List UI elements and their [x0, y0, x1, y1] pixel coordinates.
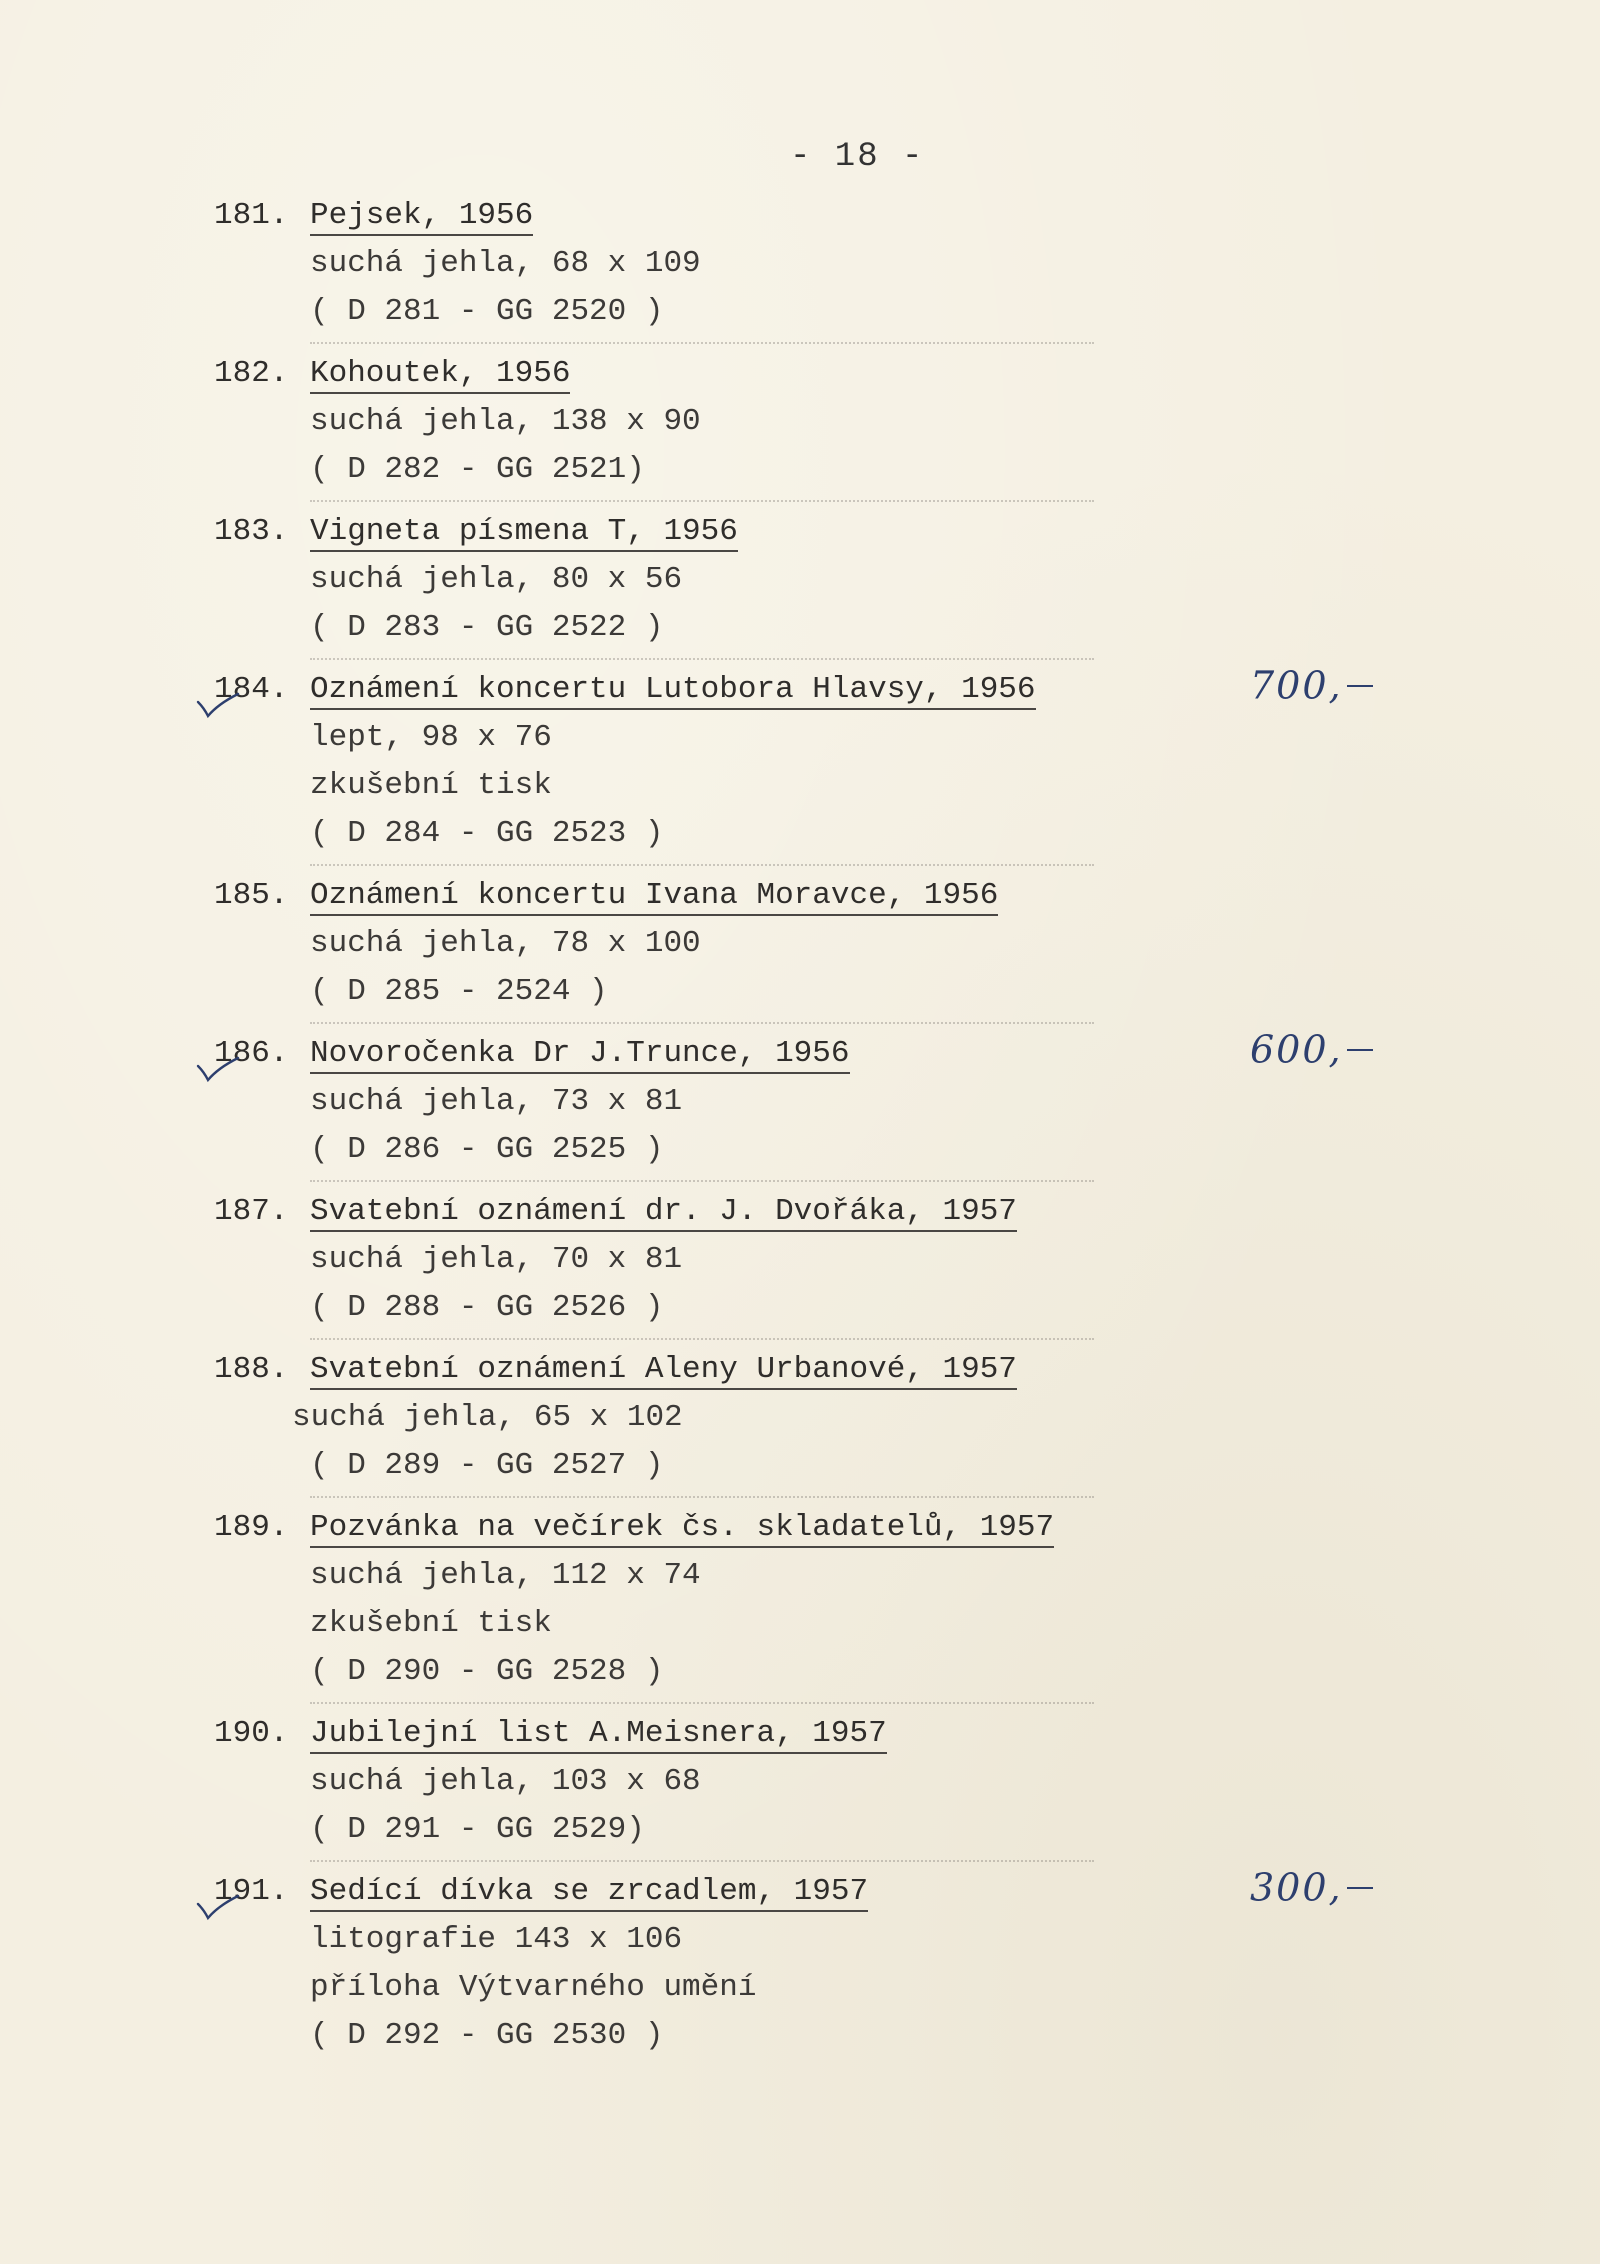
entry-detail-line: suchá jehla, 103 x 68: [310, 1764, 701, 1799]
entry-title: Kohoutek, 1956: [310, 356, 570, 394]
dotted-separator: [310, 1180, 1094, 1182]
entry-number: 186.: [214, 1036, 289, 1071]
dotted-separator: [310, 864, 1094, 866]
catalog-entry: [214, 192, 1364, 336]
entry-detail-line: ( D 282 - GG 2521): [310, 452, 645, 487]
entry-heading: [214, 1504, 1364, 1552]
dotted-separator: [310, 1496, 1094, 1498]
entry-detail-line: ( D 283 - GG 2522 ): [310, 610, 664, 645]
entry-detail-line: zkušební tisk: [310, 768, 552, 803]
entry-detail-line: suchá jehla, 112 x 74: [310, 1558, 701, 1593]
entry-heading: [214, 508, 1364, 556]
entry-heading: [214, 350, 1364, 398]
dotted-separator: [310, 1022, 1094, 1024]
entry-title: Svatební oznámení dr. J. Dvořáka, 1957: [310, 1194, 1017, 1232]
catalog-entry: [214, 1865, 1364, 2060]
entry-detail-line: ( D 285 - 2524 ): [310, 974, 608, 1009]
entry-heading: [214, 872, 1364, 920]
price-dash: [1347, 685, 1373, 687]
entry-detail-line: ( D 289 - GG 2527 ): [310, 1448, 664, 1483]
entry-detail-line: suchá jehla, 68 x 109: [310, 246, 701, 281]
entry-title: Novoročenka Dr J.Trunce, 1956: [310, 1036, 850, 1074]
catalog-entry: [214, 1027, 1364, 1174]
entry-number: 184.: [214, 672, 289, 707]
entry-heading: [214, 1346, 1364, 1394]
entry-heading: [214, 1027, 1364, 1078]
handwritten-price: [1250, 660, 1373, 708]
price-value: 300,: [1250, 1865, 1343, 1910]
entry-title: Oznámení koncertu Lutobora Hlavsy, 1956: [310, 672, 1036, 710]
catalog-entry: [214, 663, 1364, 858]
entry-number: 181.: [214, 198, 289, 233]
checkmark-icon: [196, 1044, 240, 1084]
entry-detail-line: ( D 281 - GG 2520 ): [310, 294, 664, 329]
dotted-separator: [310, 1860, 1094, 1862]
entry-title: Sedící dívka se zrcadlem, 1957: [310, 1874, 868, 1912]
catalog-entry: [214, 1504, 1364, 1696]
price-value: 700,: [1250, 663, 1343, 708]
entry-detail-line: suchá jehla, 138 x 90: [310, 404, 701, 439]
catalog-entry: [214, 508, 1364, 652]
price-dash: [1347, 1049, 1373, 1051]
entry-detail-line: příloha Výtvarného umění: [310, 1970, 757, 2005]
entry-detail-line: lept, 98 x 76: [310, 720, 552, 755]
catalog-entry: [214, 350, 1364, 494]
entry-title: Oznámení koncertu Ivana Moravce, 1956: [310, 878, 998, 916]
entry-number: 185.: [214, 878, 289, 913]
entry-number: 188.: [214, 1352, 289, 1387]
entry-detail-line: suchá jehla, 80 x 56: [310, 562, 683, 597]
dotted-separator: [310, 658, 1094, 660]
price-value: 600,: [1250, 1027, 1343, 1072]
price-dash: [1347, 1887, 1373, 1889]
entry-detail-line: suchá jehla, 70 x 81: [310, 1242, 683, 1277]
catalog-entries: [214, 192, 1364, 2060]
entry-number: 187.: [214, 1194, 289, 1229]
checkmark-icon: [196, 680, 240, 720]
entry-number: 182.: [214, 356, 289, 391]
dotted-separator: [310, 500, 1094, 502]
entry-heading: [214, 192, 1364, 240]
entry-detail-line: ( D 286 - GG 2525 ): [310, 1132, 664, 1167]
catalog-entry: [214, 1710, 1364, 1854]
entry-heading: [214, 663, 1364, 714]
entry-title: Pejsek, 1956: [310, 198, 533, 236]
catalog-entry: [214, 872, 1364, 1016]
entry-number: 183.: [214, 514, 289, 549]
dotted-separator: [310, 1338, 1094, 1340]
entry-detail-line: ( D 292 - GG 2530 ): [310, 2018, 664, 2053]
entry-heading: [214, 1710, 1364, 1758]
entry-heading: [214, 1188, 1364, 1236]
entry-detail-line: ( D 290 - GG 2528 ): [310, 1654, 664, 1689]
entry-heading: [214, 1865, 1364, 1916]
entry-detail-line: litografie 143 x 106: [310, 1922, 683, 1957]
entry-number: 189.: [214, 1510, 289, 1545]
handwritten-price: [1250, 1024, 1373, 1072]
checkmark-icon: [196, 1882, 240, 1922]
dotted-separator: [310, 342, 1094, 344]
catalog-entry: [214, 1188, 1364, 1332]
entry-number: 191.: [214, 1874, 289, 1909]
entry-detail-line: ( D 284 - GG 2523 ): [310, 816, 664, 851]
entry-detail-line: ( D 288 - GG 2526 ): [310, 1290, 664, 1325]
entry-detail-line: zkušební tisk: [310, 1606, 552, 1641]
entry-detail-line: suchá jehla, 65 x 102: [292, 1400, 683, 1435]
dotted-separator: [310, 1702, 1094, 1704]
entry-title: Svatební oznámení Aleny Urbanové, 1957: [310, 1352, 1017, 1390]
handwritten-price: [1250, 1862, 1373, 1910]
entry-title: Vigneta písmena T, 1956: [310, 514, 738, 552]
entry-detail-line: ( D 291 - GG 2529): [310, 1812, 645, 1847]
entry-title: Pozvánka na večírek čs. skladatelů, 1957: [310, 1510, 1054, 1548]
entry-detail-line: suchá jehla, 78 x 100: [310, 926, 701, 961]
entry-title: Jubilejní list A.Meisnera, 1957: [310, 1716, 887, 1754]
entry-detail-line: suchá jehla, 73 x 81: [310, 1084, 683, 1119]
catalog-entry: [214, 1346, 1364, 1490]
page-number: - 18 -: [790, 138, 925, 176]
entry-number: 190.: [214, 1716, 289, 1751]
